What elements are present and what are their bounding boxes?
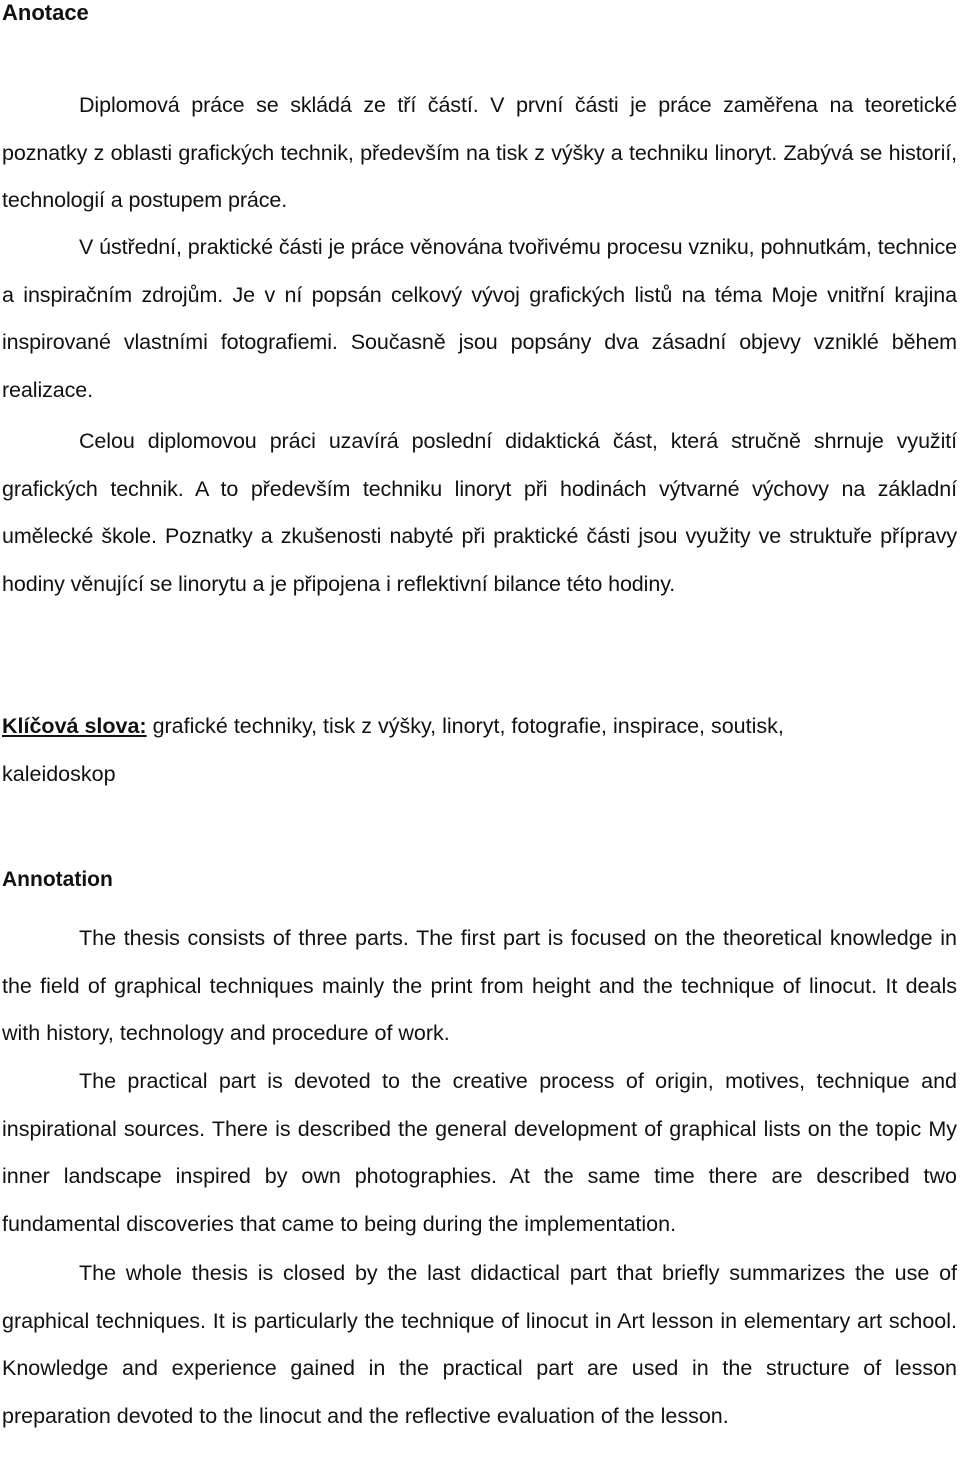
english-paragraph-2: The practical part is devoted to the creative process of origin, motives, technique and inspirational sources. There is described the general development of graphical lists on the topic My inner landscape inspired by own photographies. At the same time there are described two fundamental discoveries that came to being during the implementation. <box>2 1069 957 1236</box>
keywords-text: grafické techniky, tisk z výšky, linoryt, fotografie, inspirace, soutisk, kaleidoskop <box>2 714 784 786</box>
english-paragraph-1: The thesis consists of three parts. The first part is focused on the theoretical knowledge in the field of graphical techniques mainly the print from height and the technique of linocut. It deals with history, technology and procedure of work. <box>2 926 957 1046</box>
czech-paragraph-1: Diplomová práce se skládá ze tří částí. V první části je práce zaměřena na teoretické poznatky z oblasti grafických technik, především na tisk z výšky a techniku linoryt. Zabývá se historií, technologií a postupem práce. <box>2 93 957 213</box>
english-abstract-heading: Annotation <box>2 868 113 891</box>
keywords-line <box>2 703 882 798</box>
keywords-label: Klíčová slova: <box>2 714 147 738</box>
czech-paragraph-3: Celou diplomovou práci uzavírá poslední didaktická část, která stručně shrnuje využití grafických technik. A to především techniku linoryt při hodinách výtvarné výchovy na základní umělecké škole. Poznatky a zkušenosti nabyté při praktické části jsou využity ve struktuře přípravy hodiny věnující se linorytu a je připojena i reflektivní bilance této hodiny. <box>2 429 957 596</box>
czech-paragraph-2: V ústřední, praktické části je práce věnována tvořivému procesu vzniku, pohnutkám, technice a inspiračním zdrojům. Je v ní popsán celkový vývoj grafických listů na téma Moje vnitřní krajina inspirované vlastními fotografiemi. Současně jsou popsány dva zásadní objevy vzniklé během realizace. <box>2 235 957 402</box>
czech-abstract-heading: Anotace <box>2 0 89 25</box>
english-paragraph-3: The whole thesis is closed by the last didactical part that briefly summarizes the use of graphical techniques. It is particularly the technique of linocut in Art lesson in elementary art school. Knowledge and experience gained in the practical part are used in the structure of lesson preparation devoted to the linocut and the reflective evaluation of the lesson. <box>2 1261 957 1428</box>
